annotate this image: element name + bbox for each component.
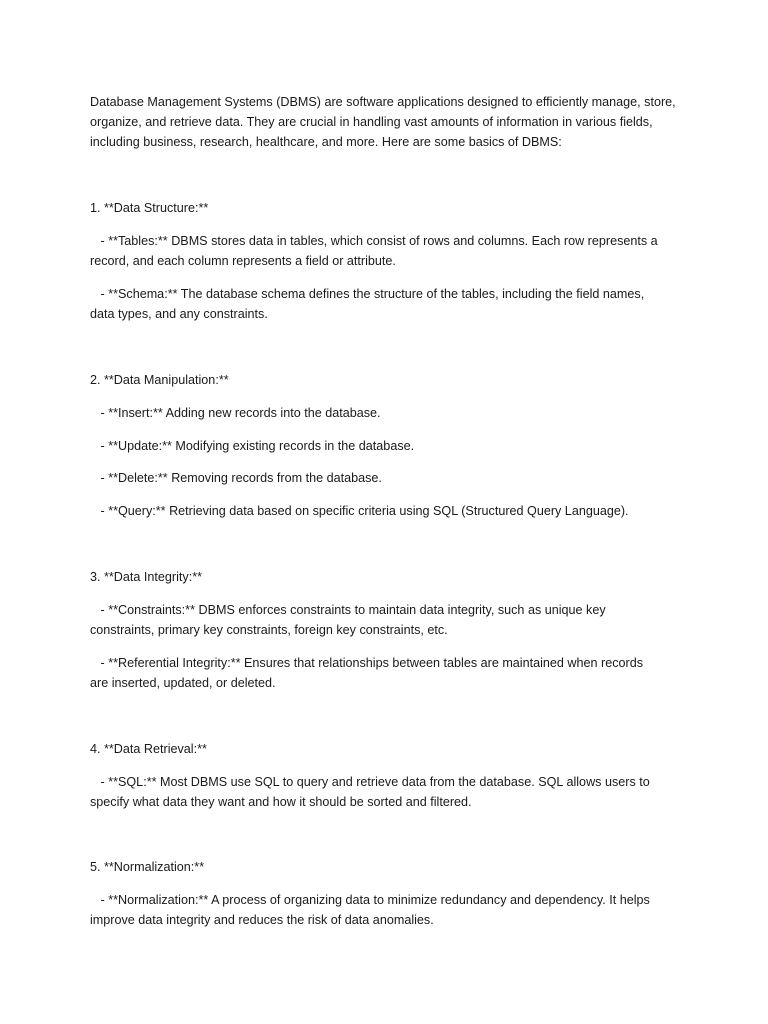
bullet-line: - **Update:** Modifying existing records in the database. (90, 439, 415, 453)
bullet-line: - **Query:** Retrieving data based on specific criteria using SQL (Structured Query Language). (90, 504, 629, 518)
bullet-line: - **Constraints:** DBMS enforces constraints to maintain data integrity, such as unique key (90, 603, 606, 617)
section-heading: 4. **Data Retrieval:** (90, 742, 207, 756)
intro-line-3: including business, research, healthcare, and more. Here are some basics of DBMS: (90, 135, 562, 149)
bullet-line: - **Tables:** DBMS stores data in tables, which consist of rows and columns. Each row represents a (90, 234, 658, 248)
bullet-continuation: constraints, primary key constraints, foreign key constraints, etc. (90, 623, 448, 637)
section-heading: 1. **Data Structure:** (90, 201, 209, 215)
intro-line-2: organize, and retrieve data. They are crucial in handling vast amounts of information in various fields, (90, 115, 653, 129)
bullet-line: - **Normalization:** A process of organizing data to minimize redundancy and dependency. It helps (90, 893, 650, 907)
bullet-line: - **Schema:** The database schema defines the structure of the tables, including the field names, (90, 287, 645, 301)
bullet-line: - **Referential Integrity:** Ensures that relationships between tables are maintained when records (90, 656, 644, 670)
bullet-continuation: specify what data they want and how it should be sorted and filtered. (90, 795, 472, 809)
bullet-continuation: are inserted, updated, or deleted. (90, 676, 276, 690)
intro-line-1: Database Management Systems (DBMS) are software applications designed to efficiently manage, store, (90, 95, 676, 109)
bullet-continuation: data types, and any constraints. (90, 307, 268, 321)
section-heading: 5. **Normalization:** (90, 860, 205, 874)
bullet-continuation: record, and each column represents a field or attribute. (90, 254, 396, 268)
section-heading: 2. **Data Manipulation:** (90, 373, 229, 387)
bullet-line: - **SQL:** Most DBMS use SQL to query and retrieve data from the database. SQL allows users to (90, 775, 650, 789)
bullet-line: - **Insert:** Adding new records into the database. (90, 406, 381, 420)
bullet-line: - **Delete:** Removing records from the database. (90, 471, 382, 485)
bullet-continuation: improve data integrity and reduces the risk of data anomalies. (90, 913, 434, 927)
section-heading: 3. **Data Integrity:** (90, 570, 203, 584)
